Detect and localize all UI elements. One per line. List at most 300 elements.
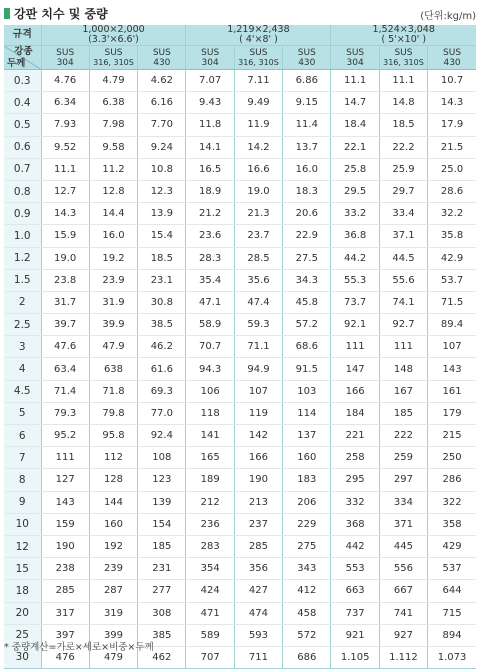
weight-cell: 259 [379, 447, 427, 469]
weight-cell: 332 [331, 491, 379, 513]
table-row [4, 469, 476, 491]
weight-cell: 70.7 [186, 336, 234, 358]
weight-cell: 308 [138, 602, 186, 624]
weight-cell: 25.8 [331, 158, 379, 180]
weight-cell: 38.5 [138, 314, 186, 336]
thickness-cell: 8 [4, 469, 41, 491]
thickness-cell: 10 [4, 513, 41, 535]
thickness-cell: 0.4 [4, 92, 41, 114]
weight-cell: 58.9 [186, 314, 234, 336]
thickness-cell: 25 [4, 624, 41, 646]
weight-cell: 479 [89, 646, 137, 668]
weight-cell: 19.2 [89, 247, 137, 269]
weight-cell: 45.8 [283, 291, 331, 313]
weight-cell: 442 [331, 535, 379, 557]
table-row [4, 558, 476, 580]
weight-cell: 1.112 [379, 646, 427, 668]
weight-cell: 37.1 [379, 225, 427, 247]
weight-cell: 103 [283, 380, 331, 402]
weight-cell: 14.1 [186, 136, 234, 158]
weight-cell: 258 [331, 447, 379, 469]
weight-cell: 458 [283, 602, 331, 624]
weight-cell: 213 [234, 491, 282, 513]
weight-cell: 462 [138, 646, 186, 668]
weight-cell: 222 [379, 425, 427, 447]
weight-cell: 15.4 [138, 225, 186, 247]
weight-cell: 1.073 [428, 646, 476, 668]
weight-cell: 18.5 [138, 247, 186, 269]
weight-cell: 192 [89, 535, 137, 557]
thickness-cell: 5 [4, 402, 41, 424]
grade-header: SUS 304 [41, 46, 89, 70]
grade-header: SUS 304 [186, 46, 234, 70]
weight-cell: 20.6 [283, 203, 331, 225]
table-row [4, 425, 476, 447]
weight-cell: 71.1 [234, 336, 282, 358]
weight-cell: 319 [89, 602, 137, 624]
weight-cell: 17.9 [428, 114, 476, 136]
weight-cell: 6.16 [138, 92, 186, 114]
weight-cell: 215 [428, 425, 476, 447]
weight-cell: 32.2 [428, 203, 476, 225]
table-row [4, 114, 476, 136]
weight-cell: 285 [234, 535, 282, 557]
weight-cell: 185 [379, 402, 427, 424]
table-row [4, 247, 476, 269]
weight-cell: 11.8 [186, 114, 234, 136]
thickness-cell: 9 [4, 491, 41, 513]
weight-cell: 55.3 [331, 269, 379, 291]
weight-cell: 28.3 [186, 247, 234, 269]
table-row [4, 580, 476, 602]
weight-cell: 94.3 [186, 358, 234, 380]
weight-cell: 237 [234, 513, 282, 535]
weight-cell: 107 [428, 336, 476, 358]
table-row [4, 535, 476, 557]
grade-header: SUS 304 [331, 46, 379, 70]
weight-cell: 295 [331, 469, 379, 491]
weight-cell: 6.34 [41, 92, 89, 114]
weight-cell: 19.0 [234, 180, 282, 202]
size-imperial: (3.3'×6.6') [88, 34, 139, 45]
weight-cell: 137 [283, 425, 331, 447]
weight-cell: 118 [186, 402, 234, 424]
weight-cell: 238 [41, 558, 89, 580]
weight-cell: 371 [379, 513, 427, 535]
weight-cell: 4.62 [138, 70, 186, 92]
weight-cell: 4.76 [41, 70, 89, 92]
weight-cell: 63.4 [41, 358, 89, 380]
weight-cell: 74.1 [379, 291, 427, 313]
weight-cell: 14.8 [379, 92, 427, 114]
weight-cell: 7.07 [186, 70, 234, 92]
table-row [4, 269, 476, 291]
weight-cell: 354 [186, 558, 234, 580]
weight-cell: 638 [89, 358, 137, 380]
weight-cell: 25.0 [428, 158, 476, 180]
weight-cell: 16.5 [186, 158, 234, 180]
table-row [4, 136, 476, 158]
table-row [4, 447, 476, 469]
grade-label: 강종 [14, 46, 33, 57]
weight-cell: 106 [186, 380, 234, 402]
weight-cell: 715 [428, 602, 476, 624]
size-header-row [4, 25, 476, 46]
thickness-cell: 30 [4, 646, 41, 668]
weight-cell: 166 [234, 447, 282, 469]
weight-cell: 29.5 [331, 180, 379, 202]
weight-cell: 663 [331, 580, 379, 602]
weight-cell: 71.8 [89, 380, 137, 402]
weight-cell: 14.4 [89, 203, 137, 225]
thickness-cell: 1.5 [4, 269, 41, 291]
weight-cell: 231 [138, 558, 186, 580]
weight-cell: 644 [428, 580, 476, 602]
weight-cell: 28.5 [234, 247, 282, 269]
weight-cell: 160 [89, 513, 137, 535]
thickness-cell: 4 [4, 358, 41, 380]
thickness-cell: 0.8 [4, 180, 41, 202]
weight-cell: 71.5 [428, 291, 476, 313]
size-header-2 [331, 25, 476, 46]
weight-cell: 23.1 [138, 269, 186, 291]
weight-cell: 127 [41, 469, 89, 491]
weight-cell: 112 [89, 447, 137, 469]
page-title: 강판 치수 및 중량 [14, 7, 108, 21]
weight-cell: 35.4 [186, 269, 234, 291]
thickness-cell: 18 [4, 580, 41, 602]
weight-cell: 397 [41, 624, 89, 646]
weight-cell: 11.1 [379, 70, 427, 92]
weight-cell: 23.6 [186, 225, 234, 247]
weight-cell: 92.7 [379, 314, 427, 336]
weight-cell: 91.5 [283, 358, 331, 380]
weight-cell: 36.8 [331, 225, 379, 247]
weight-cell: 9.52 [41, 136, 89, 158]
thickness-cell: 1.0 [4, 225, 41, 247]
weight-cell: 29.7 [379, 180, 427, 202]
weight-cell: 23.9 [89, 269, 137, 291]
table-row [4, 491, 476, 513]
weight-cell: 16.0 [283, 158, 331, 180]
weight-cell: 239 [89, 558, 137, 580]
weight-cell: 185 [138, 535, 186, 557]
weight-cell: 35.8 [428, 225, 476, 247]
weight-cell: 22.2 [379, 136, 427, 158]
weight-cell: 667 [379, 580, 427, 602]
weight-cell: 286 [428, 469, 476, 491]
weight-cell: 23.7 [234, 225, 282, 247]
weight-cell: 927 [379, 624, 427, 646]
weight-cell: 537 [428, 558, 476, 580]
weight-cell: 94.9 [234, 358, 282, 380]
weight-cell: 212 [186, 491, 234, 513]
thickness-cell: 0.3 [4, 70, 41, 92]
weight-cell: 47.4 [234, 291, 282, 313]
weight-cell: 894 [428, 624, 476, 646]
weight-cell: 190 [234, 469, 282, 491]
weight-cell: 285 [41, 580, 89, 602]
weight-cell: 92.4 [138, 425, 186, 447]
weight-cell: 23.8 [41, 269, 89, 291]
weight-cell: 14.7 [331, 92, 379, 114]
thickness-cell: 0.7 [4, 158, 41, 180]
size-metric: 1,219×2,438 [227, 24, 290, 35]
table-row [4, 358, 476, 380]
weight-cell: 21.2 [186, 203, 234, 225]
weight-cell: 33.4 [379, 203, 427, 225]
weight-cell: 9.24 [138, 136, 186, 158]
weight-cell: 14.3 [41, 203, 89, 225]
weight-cell: 221 [331, 425, 379, 447]
weight-cell: 206 [283, 491, 331, 513]
weight-cell: 921 [331, 624, 379, 646]
weight-cell: 412 [283, 580, 331, 602]
table-row [4, 180, 476, 202]
weight-cell: 11.1 [41, 158, 89, 180]
weight-cell: 35.6 [234, 269, 282, 291]
weight-cell: 356 [234, 558, 282, 580]
weight-cell: 144 [89, 491, 137, 513]
thickness-cell: 15 [4, 558, 41, 580]
weight-cell: 476 [41, 646, 89, 668]
weight-cell: 159 [41, 513, 89, 535]
weight-cell: 287 [89, 580, 137, 602]
weight-cell: 22.1 [331, 136, 379, 158]
grade-header: SUS 316, 310S [89, 46, 137, 70]
size-imperial: ( 4'×8' ) [239, 34, 278, 45]
weight-cell: 189 [186, 469, 234, 491]
thickness-cell: 0.9 [4, 203, 41, 225]
thickness-cell: 1.2 [4, 247, 41, 269]
weight-cell: 18.9 [186, 180, 234, 202]
weight-cell: 429 [428, 535, 476, 557]
weight-cell: 108 [138, 447, 186, 469]
weight-cell: 6.86 [283, 70, 331, 92]
weight-cell: 593 [234, 624, 282, 646]
weight-cell: 12.8 [89, 180, 137, 202]
weight-cell: 10.7 [428, 70, 476, 92]
weight-cell: 11.9 [234, 114, 282, 136]
weight-cell: 44.2 [331, 247, 379, 269]
weight-cell: 317 [41, 602, 89, 624]
weight-cell: 95.2 [41, 425, 89, 447]
table-row [4, 602, 476, 624]
thickness-cell: 0.5 [4, 114, 41, 136]
weight-cell: 95.8 [89, 425, 137, 447]
thickness-cell: 2 [4, 291, 41, 313]
weight-cell: 190 [41, 535, 89, 557]
weight-cell: 142 [234, 425, 282, 447]
weight-cell: 31.7 [41, 291, 89, 313]
weight-cell: 123 [138, 469, 186, 491]
weight-cell: 25.9 [379, 158, 427, 180]
weight-cell: 711 [234, 646, 282, 668]
thickness-cell: 3 [4, 336, 41, 358]
weight-cell: 707 [186, 646, 234, 668]
weight-cell: 42.9 [428, 247, 476, 269]
weight-cell: 385 [138, 624, 186, 646]
table-row [4, 70, 476, 92]
weight-cell: 147 [331, 358, 379, 380]
weight-cell: 148 [379, 358, 427, 380]
weight-cell: 9.43 [186, 92, 234, 114]
weight-cell: 424 [186, 580, 234, 602]
grade-thickness-corner [4, 46, 41, 70]
weight-cell: 47.1 [186, 291, 234, 313]
weight-cell: 111 [331, 336, 379, 358]
weight-cell: 165 [186, 447, 234, 469]
weight-cell: 39.9 [89, 314, 137, 336]
weight-cell: 4.79 [89, 70, 137, 92]
weight-cell: 358 [428, 513, 476, 535]
weight-cell: 1.105 [331, 646, 379, 668]
spec-label: 규격 [4, 25, 41, 46]
unit-label: (단위:kg/m) [420, 11, 476, 22]
weight-cell: 184 [331, 402, 379, 424]
weight-cell: 343 [283, 558, 331, 580]
weight-cell: 334 [379, 491, 427, 513]
weight-cell: 119 [234, 402, 282, 424]
weight-cell: 12.7 [41, 180, 89, 202]
size-imperial: ( 5'×10' ) [381, 34, 427, 45]
weight-cell: 68.6 [283, 336, 331, 358]
thickness-cell: 6 [4, 425, 41, 447]
table-body [4, 70, 476, 669]
table-row [4, 291, 476, 313]
weight-cell: 737 [331, 602, 379, 624]
weight-cell: 7.70 [138, 114, 186, 136]
weight-cell: 46.2 [138, 336, 186, 358]
weight-cell: 31.9 [89, 291, 137, 313]
table-row [4, 203, 476, 225]
table-row [4, 92, 476, 114]
weight-cell: 183 [283, 469, 331, 491]
weight-cell: 471 [186, 602, 234, 624]
weight-cell: 14.3 [428, 92, 476, 114]
weight-cell: 21.5 [428, 136, 476, 158]
weight-cell: 236 [186, 513, 234, 535]
weight-cell: 92.1 [331, 314, 379, 336]
weight-cell: 44.5 [379, 247, 427, 269]
weight-table [4, 25, 476, 669]
grade-header-row [4, 46, 476, 70]
table-row [4, 380, 476, 402]
weight-cell: 13.7 [283, 136, 331, 158]
weight-cell: 114 [283, 402, 331, 424]
thickness-cell: 7 [4, 447, 41, 469]
weight-cell: 7.11 [234, 70, 282, 92]
weight-cell: 553 [331, 558, 379, 580]
weight-cell: 77.0 [138, 402, 186, 424]
thickness-cell: 4.5 [4, 380, 41, 402]
weight-cell: 160 [283, 447, 331, 469]
weight-cell: 556 [379, 558, 427, 580]
weight-cell: 161 [428, 380, 476, 402]
weight-cell: 143 [41, 491, 89, 513]
weight-cell: 7.93 [41, 114, 89, 136]
weight-cell: 179 [428, 402, 476, 424]
weight-cell: 12.3 [138, 180, 186, 202]
weight-cell: 7.98 [89, 114, 137, 136]
table-row [4, 402, 476, 424]
table-row [4, 158, 476, 180]
weight-cell: 15.9 [41, 225, 89, 247]
weight-cell: 474 [234, 602, 282, 624]
grade-header: SUS 430 [138, 46, 186, 70]
weight-cell: 16.0 [89, 225, 137, 247]
weight-cell: 445 [379, 535, 427, 557]
weight-cell: 143 [428, 358, 476, 380]
weight-cell: 111 [41, 447, 89, 469]
table-row [4, 225, 476, 247]
weight-cell: 61.6 [138, 358, 186, 380]
table-row [4, 336, 476, 358]
table-row [4, 314, 476, 336]
weight-cell: 277 [138, 580, 186, 602]
weight-cell: 11.4 [283, 114, 331, 136]
weight-cell: 572 [283, 624, 331, 646]
weight-cell: 275 [283, 535, 331, 557]
title-marker-icon [4, 8, 10, 19]
weight-cell: 154 [138, 513, 186, 535]
weight-cell: 69.3 [138, 380, 186, 402]
weight-cell: 71.4 [41, 380, 89, 402]
weight-cell: 322 [428, 491, 476, 513]
weight-cell: 139 [138, 491, 186, 513]
grade-header: SUS 430 [428, 46, 476, 70]
weight-cell: 6.38 [89, 92, 137, 114]
weight-cell: 21.3 [234, 203, 282, 225]
grade-header: SUS 316, 310S [234, 46, 282, 70]
footnote: * 중량계산=가로×세로×비중×두께 [4, 642, 154, 653]
weight-cell: 297 [379, 469, 427, 491]
weight-cell: 9.58 [89, 136, 137, 158]
weight-cell: 427 [234, 580, 282, 602]
weight-cell: 167 [379, 380, 427, 402]
weight-cell: 89.4 [428, 314, 476, 336]
weight-cell: 30.8 [138, 291, 186, 313]
weight-cell: 27.5 [283, 247, 331, 269]
weight-cell: 19.0 [41, 247, 89, 269]
weight-cell: 166 [331, 380, 379, 402]
weight-cell: 14.2 [234, 136, 282, 158]
weight-cell: 13.9 [138, 203, 186, 225]
weight-cell: 141 [186, 425, 234, 447]
weight-cell: 229 [283, 513, 331, 535]
size-metric: 1,000×2,000 [82, 24, 145, 35]
weight-cell: 283 [186, 535, 234, 557]
table-row [4, 513, 476, 535]
weight-cell: 18.4 [331, 114, 379, 136]
weight-cell: 399 [89, 624, 137, 646]
weight-cell: 128 [89, 469, 137, 491]
weight-cell: 53.7 [428, 269, 476, 291]
weight-cell: 39.7 [41, 314, 89, 336]
size-header-1 [186, 25, 331, 46]
weight-cell: 11.1 [331, 70, 379, 92]
weight-cell: 11.2 [89, 158, 137, 180]
weight-cell: 741 [379, 602, 427, 624]
weight-cell: 250 [428, 447, 476, 469]
weight-cell: 10.8 [138, 158, 186, 180]
weight-cell: 33.2 [331, 203, 379, 225]
weight-cell: 686 [283, 646, 331, 668]
thickness-cell: 0.6 [4, 136, 41, 158]
weight-cell: 79.8 [89, 402, 137, 424]
weight-cell: 18.3 [283, 180, 331, 202]
weight-cell: 57.2 [283, 314, 331, 336]
